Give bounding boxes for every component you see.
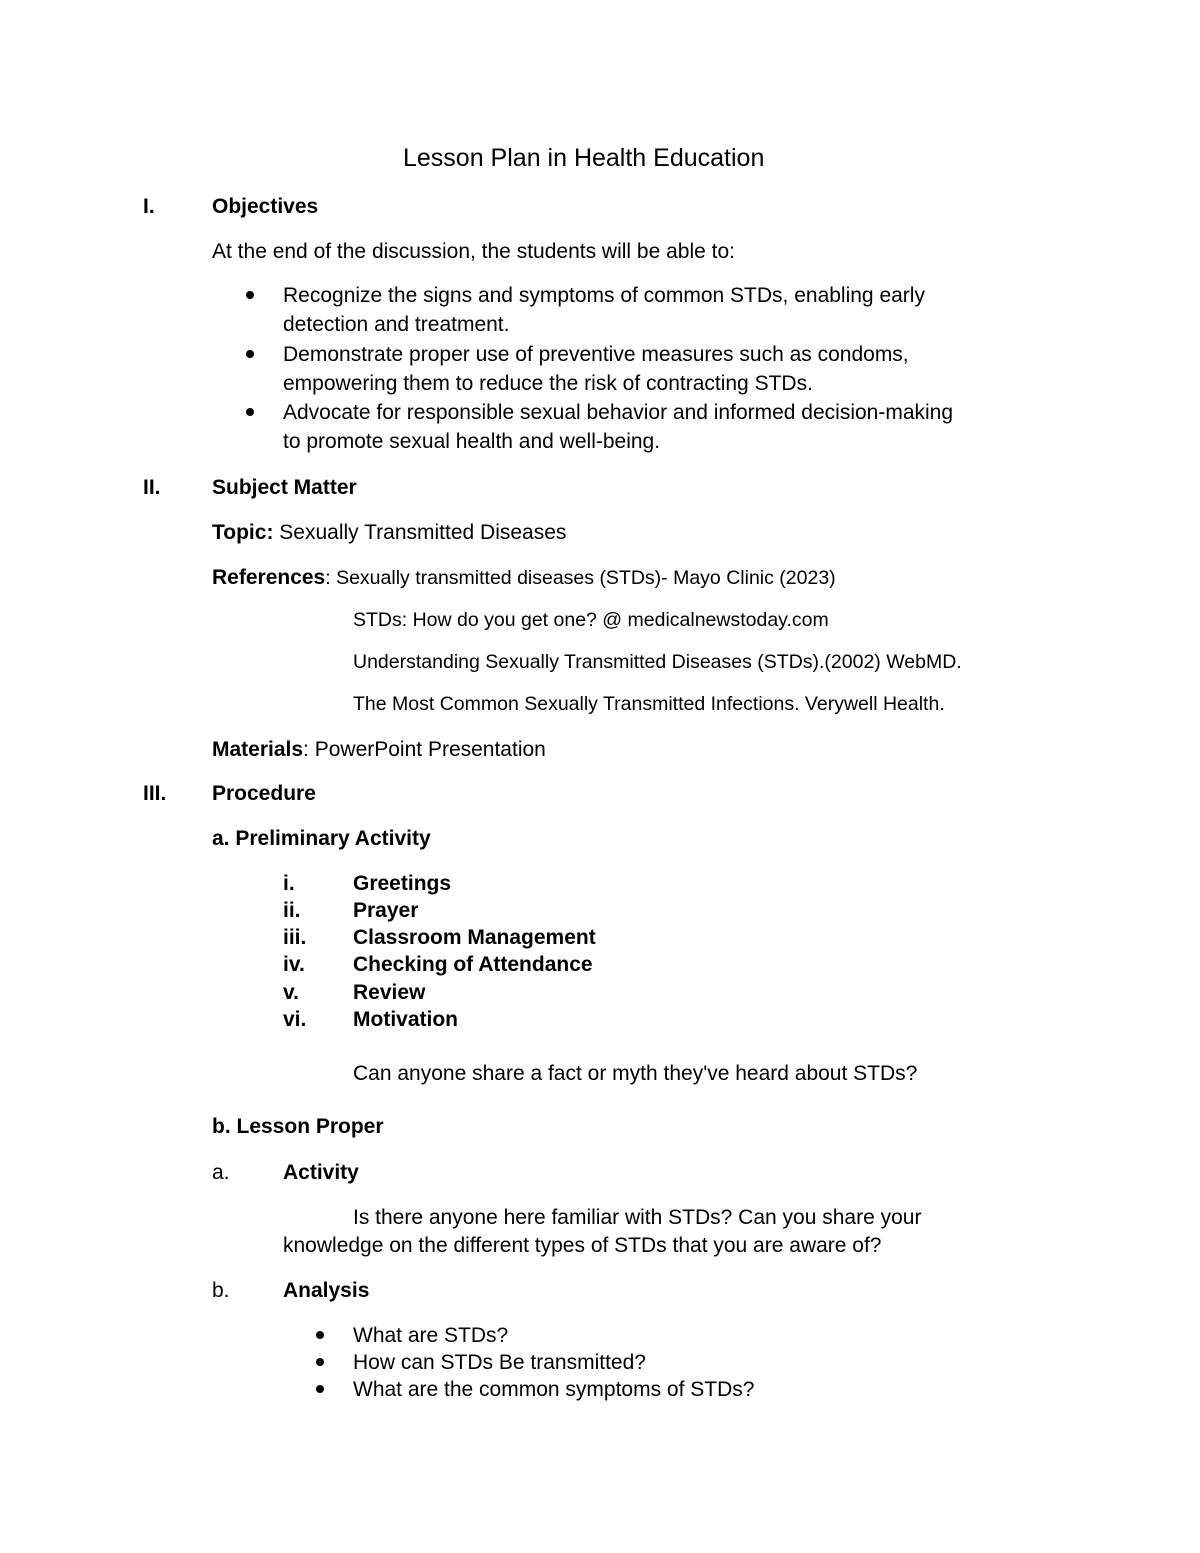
reference-item: Understanding Sexually Transmitted Diseases (STDs).(2002) WebMD. (353, 651, 962, 673)
topic-value: Sexually Transmitted Diseases (279, 521, 567, 544)
bullet-icon (316, 1331, 324, 1339)
section-numeral: III. (143, 782, 167, 805)
topic-line (212, 522, 566, 543)
preliminary-item-number: iii. (283, 926, 307, 949)
preliminary-item-classroom-management: Classroom Management (353, 926, 596, 949)
materials-value: : PowerPoint Presentation (303, 738, 546, 761)
materials-label: Materials (212, 738, 304, 761)
bullet-icon (316, 1358, 324, 1366)
preliminary-item-number: v. (283, 981, 299, 1004)
bullet-icon (316, 1385, 324, 1393)
objective-item-line: Demonstrate proper use of preventive measures such as condoms, (283, 343, 909, 366)
section-heading-objectives: Objectives (212, 195, 319, 218)
lesson-proper-heading: b. Lesson Proper (212, 1115, 384, 1138)
activity-text-line: knowledge on the different types of STDs that you are aware of? (283, 1234, 882, 1257)
materials-line (212, 739, 546, 760)
references-label: References (212, 566, 326, 589)
reference-item: : Sexually transmitted diseases (STDs)- Mayo Clinic (2023) (325, 567, 836, 589)
preliminary-item-motivation: Motivation (353, 1008, 458, 1031)
analysis-question: What are the common symptoms of STDs? (353, 1378, 755, 1401)
analysis-question: How can STDs Be transmitted? (353, 1351, 646, 1374)
bullet-icon (246, 291, 254, 299)
objective-item-line: to promote sexual health and well-being. (283, 430, 661, 453)
preliminary-item-number: ii. (283, 899, 301, 922)
references-line (212, 567, 836, 589)
preliminary-item-prayer: Prayer (353, 899, 419, 922)
objective-item-line: detection and treatment. (283, 313, 510, 336)
preliminary-item-review: Review (353, 981, 426, 1004)
section-heading-procedure: Procedure (212, 782, 316, 805)
activity-heading: Activity (283, 1161, 359, 1184)
objectives-intro: At the end of the discussion, the students will be able to: (212, 240, 735, 263)
activity-letter: a. (212, 1161, 230, 1184)
preliminary-item-greetings: Greetings (353, 872, 452, 895)
analysis-heading: Analysis (283, 1279, 370, 1302)
preliminary-item-number: vi. (283, 1008, 307, 1031)
activity-text-line: Is there anyone here familiar with STDs? Can you share your (353, 1206, 922, 1229)
section-numeral: II. (143, 476, 161, 499)
analysis-question: What are STDs? (353, 1324, 509, 1347)
objective-item-line: Recognize the signs and symptoms of common STDs, enabling early (283, 284, 925, 307)
objective-item-line: empowering them to reduce the risk of contracting STDs. (283, 372, 813, 395)
reference-item: The Most Common Sexually Transmitted Infections. Verywell Health. (353, 693, 945, 715)
reference-item: STDs: How do you get one? @ medicalnewstoday.com (353, 609, 829, 631)
preliminary-activity-heading: a. Preliminary Activity (212, 827, 431, 850)
bullet-icon (246, 350, 254, 358)
analysis-letter: b. (212, 1279, 230, 1302)
topic-label: Topic: (212, 521, 274, 544)
section-numeral: I. (143, 195, 155, 218)
motivation-question: Can anyone share a fact or myth they've heard about STDs? (353, 1062, 918, 1085)
page-title: Lesson Plan in Health Education (403, 144, 765, 172)
objective-item-line: Advocate for responsible sexual behavior and informed decision-making (283, 401, 954, 424)
preliminary-item-attendance: Checking of Attendance (353, 953, 593, 976)
bullet-icon (246, 408, 254, 416)
preliminary-item-number: iv. (283, 953, 305, 976)
preliminary-item-number: i. (283, 872, 295, 895)
section-heading-subject-matter: Subject Matter (212, 476, 357, 499)
